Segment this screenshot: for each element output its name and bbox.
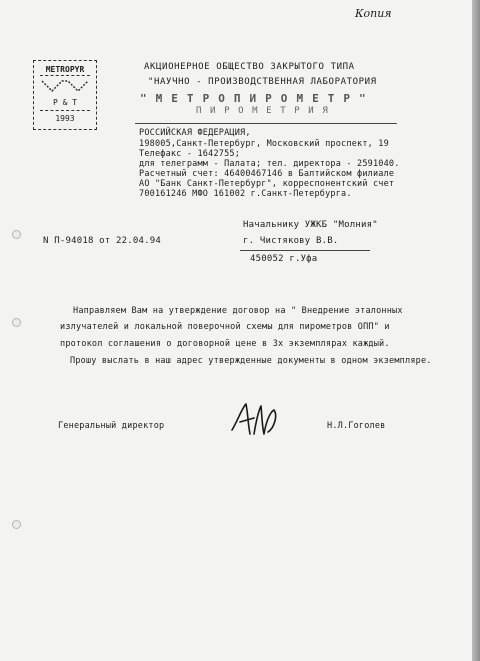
address-line: РОССИЙСКАЯ ФЕДЕРАЦИЯ, — [139, 128, 251, 138]
reference-number: N П-94018 от 22.04.94 — [43, 236, 161, 246]
address-line: для телеграмм - Палата; тел. директора - 2591040. — [139, 159, 400, 169]
address-line: Телефакс - 1642755; — [139, 149, 241, 159]
address-line: АО "Банк Санкт-Петербург", корреспонентский счет — [139, 179, 395, 189]
recipient-underline — [240, 250, 370, 251]
logo-name: METROPYR — [45, 65, 85, 74]
company-logo — [33, 60, 97, 130]
corner-handwritten-note: Копия — [355, 7, 392, 20]
body-line: излучателей и локальной поверочной схемы для пирометров ОПП" и — [60, 322, 390, 332]
signatory-title: Генеральный директор — [58, 421, 165, 431]
recipient-line: Начальнику УЖКБ "Молния" — [243, 220, 378, 230]
scan-edge-strip — [472, 0, 480, 661]
punch-hole — [12, 318, 21, 327]
logo-pattern — [34, 77, 96, 95]
punch-hole — [12, 230, 21, 239]
recipient-line: 450052 г.Уфа — [250, 254, 318, 264]
org-name-stencil: " М Е Т Р О П И Р О М Е Т Р " — [140, 92, 367, 105]
org-type: АКЦИОНЕРНОЕ ОБЩЕСТВО ЗАКРЫТОГО ТИПА — [144, 62, 355, 72]
handwritten-signature — [228, 400, 280, 440]
header-divider — [135, 123, 397, 124]
address-line: Расчетный счет: 46400467146 в Балтийском филиале — [139, 169, 395, 179]
org-lab: "НАУЧНО - ПРОИЗВОДСТВЕННАЯ ЛАБОРАТОРИЯ — [148, 77, 377, 87]
org-name-stencil-sub: П И Р О М Е Т Р И Я — [196, 106, 330, 116]
logo-year: 1993 — [55, 114, 75, 123]
body-line: протокол соглашения о договорной цене в 3х экземплярах каждый. — [60, 339, 390, 349]
punch-hole — [12, 520, 21, 529]
signatory-name: Н.Л.Гоголев — [327, 421, 386, 431]
body-line: Прошу выслать в наш адрес утвержденные документы в одном экземпляре. — [70, 356, 432, 366]
address-line: 198005,Санкт-Петербург, Московский проспект, 19 — [139, 139, 389, 149]
body-line: Направляем Вам на утверждение договор на " Внедрение эталонных — [73, 306, 403, 316]
logo-monogram: P & T — [52, 98, 78, 107]
address-line: 700161246 МФО 161002 г.Санкт-Петербурга. — [139, 189, 352, 199]
recipient-line: г. Чистякову В.В. — [243, 236, 339, 246]
